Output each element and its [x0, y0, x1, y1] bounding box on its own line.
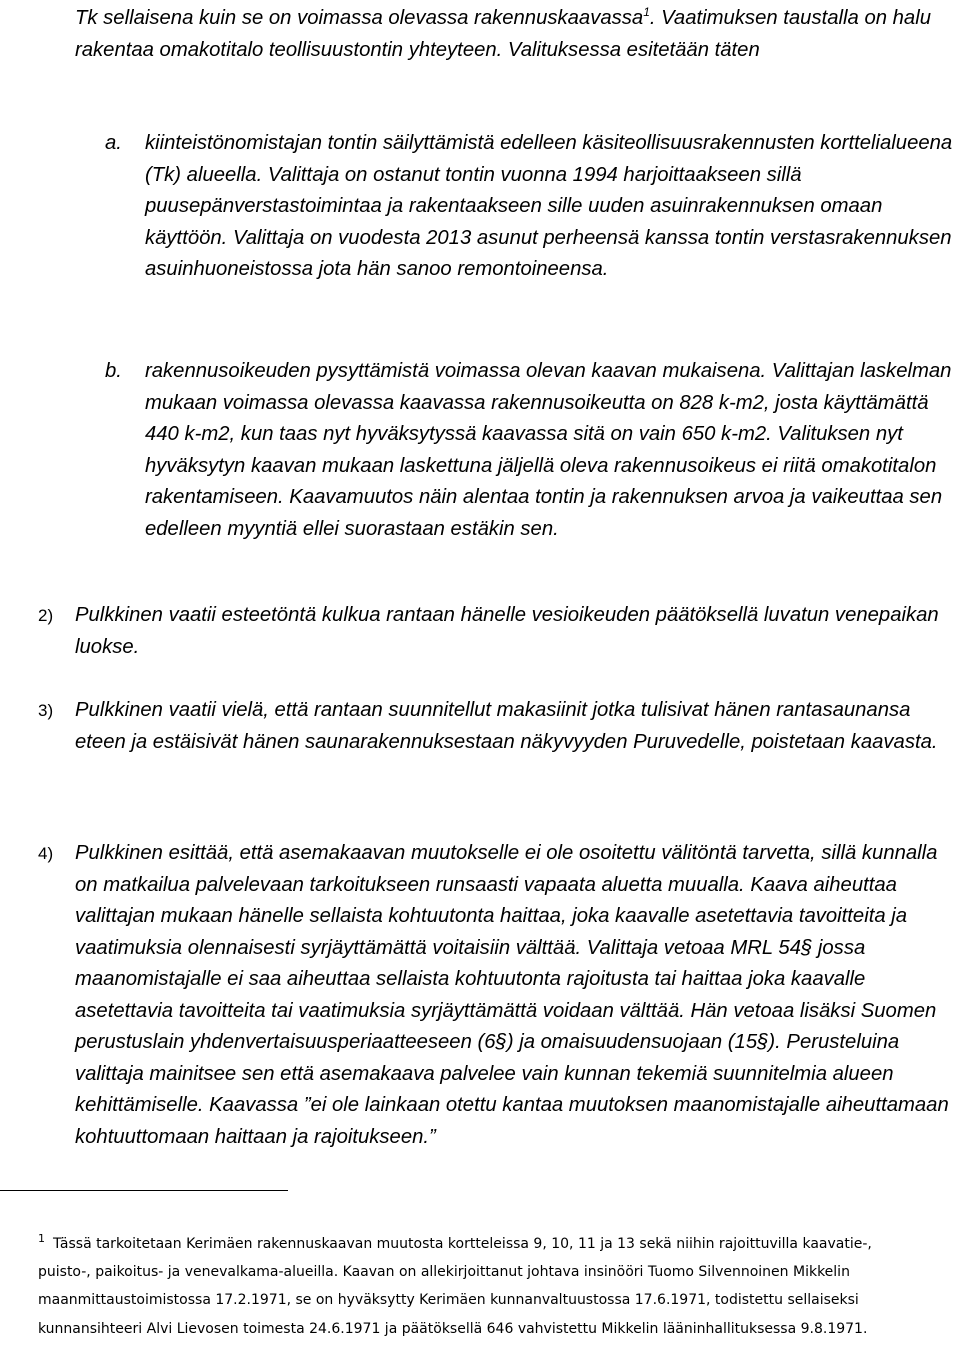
list-item-text: rakennusoikeuden pysyttämistä voimassa olevan kaavan mukaisena. Valittajan laskelman mukaan voimassa olevassa kaavassa rakennusoikeutta on 828 k-m2, josta käyttämättä 440 k-m2, kun taas nyt hyväksytyssä kaavassa sitä on vain 650 k-m2. Valituksen nyt hyväksytyn kaavan mukaan laskettuna jäljellä oleva rakennusoikeus ei riitä omakotitalon rakentamiseen. Kaavamuutos näin alentaa tontin ja rakennuksen arvoa ja vaikeuttaa sen edelleen myyntiä ellei suorastaan estäkin sen. [145, 360, 952, 540]
numbered-item-4 [38, 838, 958, 1153]
intro-text-after: . Vaatimuksen taustalla on halu rakentaa omakotitalo teollisuustontin yhteyteen. Valituksessa esitetään täten [75, 7, 931, 61]
numbered-marker: 3) [38, 701, 54, 720]
list-marker: a. [105, 132, 122, 154]
numbered-item-text: Pulkkinen esittää, että asemakaavan muutokselle ei ole osoitettu välitöntä tarvetta, sillä kunnalla on matkailua palvelevaan tarkoitukseen runsaasti vapaata aluetta muualla. Kaava aiheuttaa valittajan mukaan hänelle sellaista kohtuutonta haittaa, joka kaavalle asetettavia tavoitteita ja vaatimuksia olennaisesti syrjäyttämättä voitaisiin välttää. Valittaja vetoaa MRL 54§ jossa maanomistajalle ei saa aiheuttaa sellaista kohtuutonta rajoitusta tai haittaa joka kaavalle asetettavia tavoitteita tai vaatimuksia syrjäyttämättä voidaan välttää. Hän vetoaa lisäksi Suomen perustuslain yhdenvertaisuusperiaatteeseen (6§) ja omaisuudensuojaan (15§). Perusteluina valittaja mainitsee sen että asemakaava palvelee vain kunnan tekemiä suunnitelmia alueen kehittämiselle. Kaavassa ”ei ole lainkaan otettu kantaa muutoksen maanomistajalle aiheuttamaan kohtuuttomaan haittaan ja rajoitukseen.” [75, 842, 949, 1148]
list-item-text: kiinteistönomistajan tontin säilyttämistä edelleen käsiteollisuusrakennusten korttelialueena (Tk) alueella. Valittaja on ostanut tontin vuonna 1994 harjoittaakseen sillä puusepänverstastoimintaa ja rakentaakseen sille uuden asuinrakennuksen omaan käyttöön. Valittaja on vuodesta 2013 asunut perheensä kanssa tontin verstasrakennuksen asuinhuoneistossa jota hän sanoo remontoineensa. [145, 132, 953, 280]
numbered-item-3 [38, 695, 958, 758]
list-item-b [105, 356, 957, 545]
numbered-item-2 [38, 600, 958, 663]
footnote-divider [0, 1190, 288, 1191]
footnote-text: Tässä tarkoitetaan Kerimäen rakennuskaavan muutosta kortteleissa 9, 10, 11 ja 13 sekä niihin rajoittuvilla kaavatie-, puisto-, paikoitus- ja venevalkama-alueilla. Kaavan on allekirjoittanut johtava insinööri Tuomo Silvennoinen Mikkelin maanmittaustoimistossa 17.2.1971, se on hyväksytty Kerimäen kunnanvaltuustossa 17.6.1971, todistettu sellaiseksi kunnansihteeri Alvi Lievosen toimesta 24.6.1971 ja päätöksellä 646 vahvistettu Mikkelin lääninhallituksessa 9.8.1971. [38, 1236, 872, 1337]
numbered-marker: 2) [38, 606, 54, 625]
numbered-marker: 4) [38, 844, 54, 863]
list-item-a [105, 128, 957, 286]
intro-paragraph [75, 3, 935, 66]
footnote-reference[interactable]: 1 [643, 5, 650, 20]
numbered-item-text: Pulkkinen vaatii vielä, että rantaan suunnitellut makasiinit jotka tulisivat hänen rantasaunansa eteen ja estäisivät hänen saunarakennuksestaan näkyvyyden Puruvedelle, poistetaan kaavasta. [75, 699, 938, 753]
list-marker: b. [105, 360, 122, 382]
footnote [38, 1230, 918, 1343]
numbered-item-text: Pulkkinen vaatii esteetöntä kulkua rantaan hänelle vesioikeuden päätöksellä luvatun venepaikan luokse. [75, 604, 939, 658]
footnote-number: 1 [38, 1232, 45, 1246]
intro-text-before: Tk sellaisena kuin se on voimassa olevassa rakennuskaavassa [75, 7, 644, 29]
